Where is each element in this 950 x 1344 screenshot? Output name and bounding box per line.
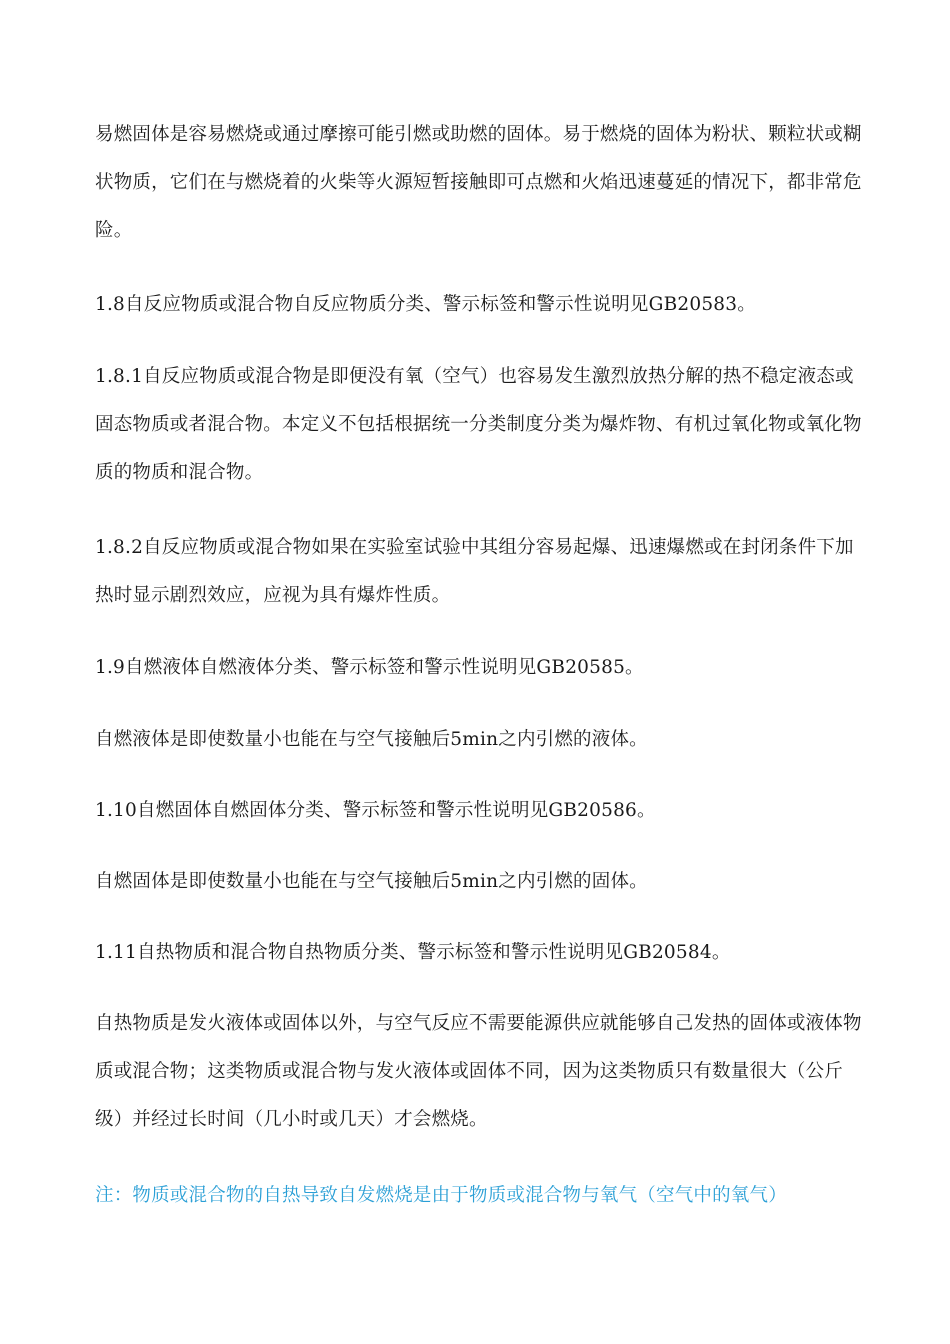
heading-1-11-self-heating: 1.11自热物质和混合物自热物质分类、警示标签和警示性说明见GB20584。 [95, 942, 731, 963]
paragraph-pyrophoric-liquids: 自燃液体是即使数量小也能在与空气接触后5min之内引燃的液体。 [95, 729, 648, 750]
paragraph-flammable-solids: 易燃固体是容易燃烧或通过摩擦可能引燃或助燃的固体。易于燃烧的固体为粉状、颗粒状或糊状物质，它们在与燃烧着的火柴等火源短暂接触即可点燃和火焰迅速蔓延的情况下，都非常危险。 [95, 124, 862, 241]
heading-1-10-pyrophoric-solids: 1.10自燃固体自燃固体分类、警示标签和警示性说明见GB20586。 [95, 800, 656, 821]
note-self-heating: 注：物质或混合物的自热导致自发燃烧是由于物质或混合物与氧气（空气中的氧气） [95, 1185, 787, 1206]
paragraph-1-8-2: 1.8.2自反应物质或混合物如果在实验室试验中其组分容易起爆、迅速爆燃或在封闭条件下加热时显示剧烈效应，应视为具有爆炸性质。 [95, 537, 854, 606]
paragraph-self-heating: 自热物质是发火液体或固体以外，与空气反应不需要能源供应就能够自己发热的固体或液体物质或混合物；这类物质或混合物与发火液体或固体不同，因为这类物质只有数量很大（公斤级）并经过长时间（几小时或几天）才会燃烧。 [95, 1013, 862, 1130]
heading-1-9-pyrophoric-liquids: 1.9自燃液体自燃液体分类、警示标签和警示性说明见GB20585。 [95, 657, 644, 678]
paragraph-1-8-1: 1.8.1自反应物质或混合物是即便没有氧（空气）也容易发生激烈放热分解的热不稳定液态或固态物质或者混合物。本定义不包括根据统一分类制度分类为爆炸物、有机过氧化物或氧化物质的物质和混合物。 [95, 366, 862, 483]
paragraph-pyrophoric-solids: 自燃固体是即使数量小也能在与空气接触后5min之内引燃的固体。 [95, 871, 648, 892]
heading-1-8-self-reactive: 1.8自反应物质或混合物自反应物质分类、警示标签和警示性说明见GB20583。 [95, 294, 756, 315]
